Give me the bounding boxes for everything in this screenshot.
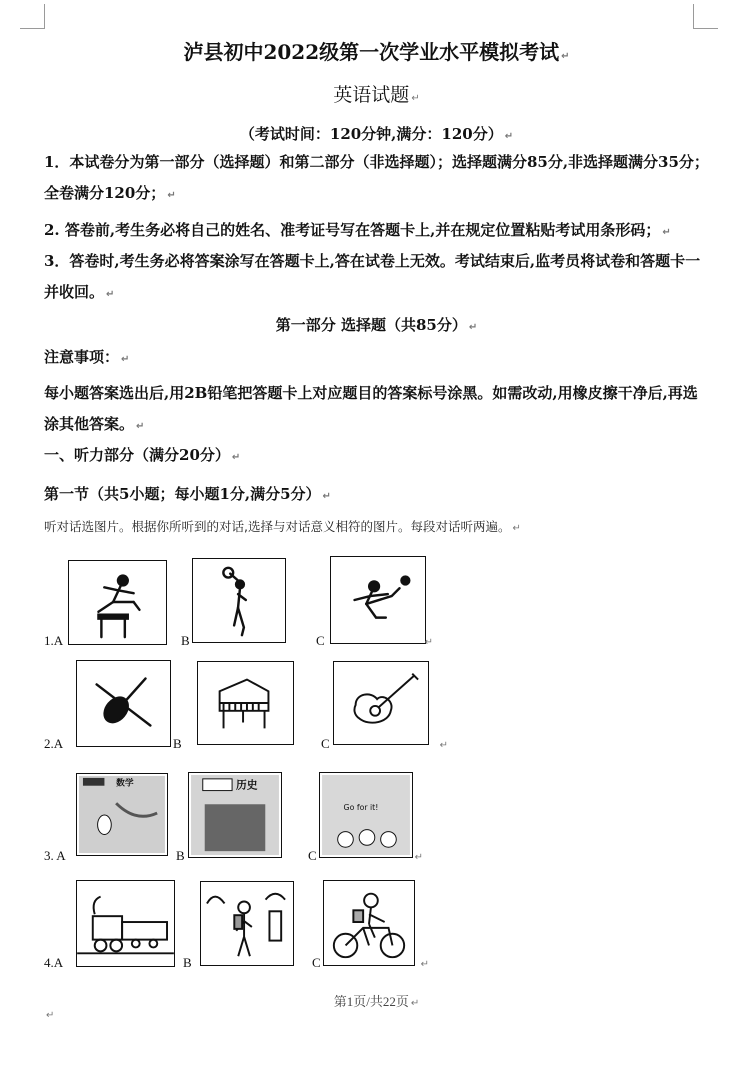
q1-label-c: C ↵ <box>316 633 434 648</box>
notice-text: 每小题答案选出后,用2B铅笔把答题卡上对应题目的答案标号涂黑。如需改动,用橡皮擦干净后,再选涂其他答案。 ↵ <box>44 384 698 433</box>
q2-label-c: C ↵ <box>321 736 449 751</box>
guitar-image <box>333 661 429 745</box>
instruction-3: 3．答卷时,考生务必将答案涂写在答题卡上,答在试卷上无效。考试结束后,监考员将试卷和答题卡一并收回。 ↵ <box>44 252 701 301</box>
q4-label-a: 4.A <box>44 955 64 970</box>
q1-label-a: 1.A <box>44 633 64 648</box>
page-footer: 第1页/共22页 ↵ <box>333 994 420 1009</box>
q2-label-b: B <box>173 736 182 751</box>
q2-label-a: 2.A <box>44 736 64 751</box>
basketball-player-image <box>192 558 286 643</box>
crop-mark-top-left <box>20 4 45 29</box>
soccer-player-image <box>330 556 426 644</box>
exam-info: （考试时间：120分钟,满分：120分） ↵ <box>239 125 514 143</box>
q1-label-b: B <box>181 633 190 648</box>
english-book-title: Go for it! <box>343 803 379 813</box>
q3-label-a: 3. A <box>44 848 66 863</box>
q3-label-b: B <box>176 848 185 863</box>
q4-label-c: C ↵ <box>312 955 430 970</box>
piano-image <box>197 661 294 745</box>
subject-title: 英语试题 ↵ <box>333 84 420 106</box>
notice-label: 注意事项： ↵ <box>44 348 130 366</box>
cycling-girl-image <box>323 880 415 966</box>
violin-image <box>76 660 171 747</box>
q4-label-b: B <box>183 955 192 970</box>
instruction-1: 1．本试卷分为第一部分（选择题）和第二部分（非选择题）；选择题满分85分,非选择题满分35分；全卷满分120分； ↵ <box>44 153 709 202</box>
train-image <box>76 880 175 967</box>
listening-section: 一、听力部分（满分20分） ↵ <box>44 446 241 464</box>
listening-direction: 听对话选图片。根据你所听到的对话,选择与对话意义相符的图片。每段对话听两遍。 ↵ <box>44 519 521 534</box>
walking-student-image <box>200 881 294 966</box>
history-book-title: 历史 <box>235 778 258 792</box>
hurdle-runner-image <box>68 560 167 645</box>
english-book-image <box>319 772 413 858</box>
exam-title: 泸县初中2022级第一次学业水平模拟考试 ↵ <box>183 40 570 64</box>
instruction-2: 2. 答卷前,考生务必将自己的姓名、准考证号写在答题卡上,并在规定位置粘贴考试用条形码； ↵ <box>44 221 671 239</box>
subsection-heading: 第一节（共5小题；每小题1分,满分5分） ↵ <box>44 485 331 503</box>
math-book-title: 数学 <box>116 778 134 789</box>
history-book-image <box>188 772 282 858</box>
q3-label-c: C ↵ <box>308 848 424 863</box>
paragraph-mark: ↵ <box>46 1010 55 1021</box>
crop-mark-top-right <box>693 4 718 29</box>
math-book-image <box>76 773 168 856</box>
part1-heading: 第一部分 选择题（共85分） ↵ <box>275 316 478 334</box>
